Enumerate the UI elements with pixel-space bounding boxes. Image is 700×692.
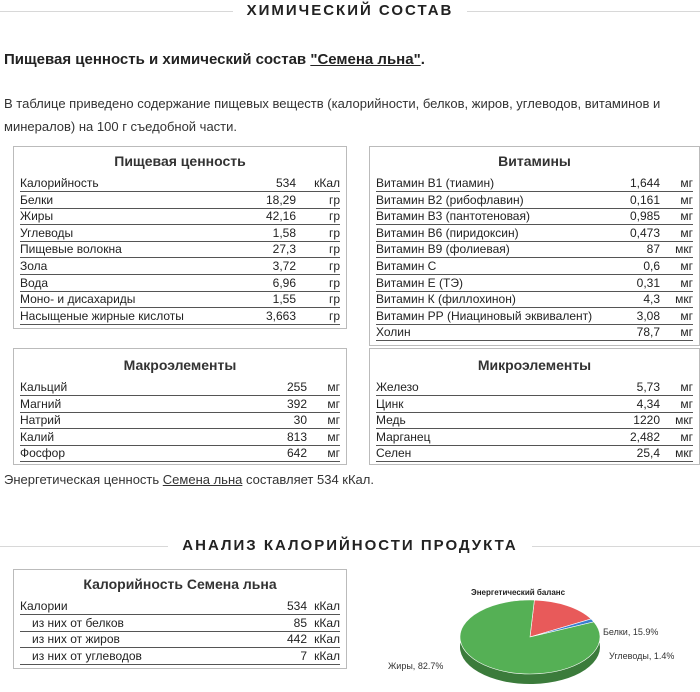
row-unit: мкг: [675, 413, 693, 428]
row-name: Углеводы: [20, 225, 74, 240]
table-row: [376, 291, 693, 308]
row-name: Витамин Е (ТЭ): [376, 275, 463, 290]
row-value: 0,6: [643, 259, 660, 273]
row-name: Медь: [376, 413, 406, 428]
table-row: [20, 598, 340, 615]
row-unit: гр: [328, 225, 340, 240]
table-row: [376, 379, 693, 396]
row-name: Зола: [20, 259, 48, 273]
row-name: Витамин В9 (фолиевая): [376, 242, 510, 257]
row-value: 25,4: [636, 446, 660, 461]
table-row: [376, 308, 693, 325]
row-unit: мг: [680, 176, 693, 190]
row-value: 3,72: [272, 259, 296, 273]
pie-label-carbs: Углеводы, 1.4%: [609, 651, 675, 661]
row-name: Пищевые волокна: [20, 242, 122, 257]
product-link[interactable]: "Семена льна": [310, 51, 421, 68]
table-row: [20, 275, 340, 292]
row-unit: мг: [680, 325, 693, 340]
row-value: 1,55: [272, 292, 296, 307]
row-unit: кКал: [314, 176, 340, 190]
row-value: 1220: [633, 413, 660, 428]
row-value: 4,3: [643, 292, 660, 307]
table-row: [20, 241, 340, 258]
table-row: [20, 175, 340, 192]
table-row: [20, 631, 340, 648]
row-unit: мг: [327, 380, 340, 394]
row-name: Витамин В1 (тиамин): [376, 176, 495, 190]
row-value: 3,663: [265, 308, 296, 323]
row-name: Вода: [20, 275, 49, 290]
table-row: [20, 192, 340, 209]
row-value: 3,08: [636, 308, 660, 323]
macro-table-title: Макроэлементы: [123, 357, 237, 373]
row-value: 18,29: [265, 192, 296, 207]
table-row: [376, 208, 693, 225]
nutrition-table: [13, 146, 347, 329]
table-row: [20, 412, 340, 429]
row-name: Фосфор: [20, 446, 66, 461]
row-unit: гр: [328, 259, 340, 273]
row-name: Белки: [20, 192, 54, 207]
row-unit: мг: [680, 396, 693, 411]
row-value: 1,58: [272, 225, 296, 240]
row-name: Калорийность: [20, 176, 99, 190]
row-value: 442: [286, 632, 307, 647]
row-value: 6,96: [272, 275, 296, 290]
row-value: 85: [293, 615, 307, 630]
row-unit: мг: [680, 209, 693, 224]
pie-label-fat: Жиры, 82.7%: [388, 661, 444, 671]
row-value: 0,161: [629, 192, 660, 207]
table-row: [376, 275, 693, 292]
row-name: из них от углеводов: [32, 648, 142, 663]
table-row: [20, 308, 340, 325]
table-row: [20, 615, 340, 632]
row-name: Насыщеные жирные кислоты: [20, 308, 184, 323]
row-name: Калий: [20, 429, 55, 444]
row-value: 534: [275, 176, 296, 190]
chart-title: Энергетический баланс: [471, 588, 566, 597]
table-row: [376, 324, 693, 341]
table-row: [20, 648, 340, 665]
row-unit: мг: [680, 192, 693, 207]
row-value: 78,7: [636, 325, 660, 340]
pie-label-protein: Белки, 15.9%: [603, 627, 659, 637]
macro-table: [13, 348, 347, 465]
row-name: Витамин В6 (пиридоксин): [376, 225, 519, 240]
table-row: [376, 396, 693, 413]
table-row: [20, 225, 340, 242]
row-unit: кКал: [314, 615, 340, 630]
product-link-energy[interactable]: Семена льна: [162, 472, 243, 487]
row-name: Селен: [376, 446, 412, 461]
row-name: Натрий: [20, 413, 61, 428]
table-row: [20, 291, 340, 308]
table-row: [20, 445, 340, 462]
row-value: 5,73: [636, 380, 660, 394]
row-unit: мг: [327, 413, 340, 428]
row-value: 813: [286, 429, 307, 444]
table-row: [376, 225, 693, 242]
row-unit: гр: [328, 209, 340, 224]
page-subheading: Пищевая ценность и химический состав "Семена льна".: [4, 51, 425, 68]
row-unit: мкг: [675, 242, 693, 257]
row-name: Калории: [20, 599, 68, 613]
row-name: Кальций: [20, 380, 68, 394]
row-value: 4,34: [636, 396, 660, 411]
energy-statement: Энергетическая ценность Семена льна составляет 534 кКал.: [4, 472, 374, 487]
row-value: 1,644: [629, 176, 660, 190]
row-unit: гр: [328, 292, 340, 307]
table-row: [376, 445, 693, 462]
row-unit: мкг: [675, 292, 693, 307]
table-row: [20, 396, 340, 413]
row-name: Жиры: [20, 209, 54, 224]
row-name: Марганец: [376, 429, 431, 444]
row-name: из них от белков: [32, 615, 124, 630]
calories-table: [13, 569, 347, 669]
micro-table: [369, 348, 700, 465]
row-name: Холин: [376, 325, 411, 340]
row-unit: мкг: [675, 446, 693, 461]
row-name: Моно- и дисахариды: [20, 292, 136, 307]
table-row: [20, 379, 340, 396]
row-unit: мг: [327, 446, 340, 461]
table-row: [376, 192, 693, 209]
row-unit: кКал: [314, 599, 340, 613]
table-row: [376, 412, 693, 429]
row-value: 87: [646, 242, 660, 257]
row-name: Витамин C: [376, 259, 437, 273]
row-value: 7: [300, 648, 307, 663]
row-value: 255: [286, 380, 307, 394]
table-row: [376, 175, 693, 192]
row-value: 392: [286, 396, 307, 411]
row-unit: гр: [328, 308, 340, 323]
row-value: 534: [286, 599, 307, 613]
row-unit: мг: [680, 308, 693, 323]
table-row: [376, 241, 693, 258]
row-name: Цинк: [376, 396, 404, 411]
nutrition-table-title: Пищевая ценность: [114, 153, 246, 169]
row-unit: гр: [328, 275, 340, 290]
row-name: Витамин К (филлохинон): [376, 292, 516, 307]
section-title-composition: ХИМИЧЕСКИЙ СОСТАВ: [0, 2, 700, 19]
row-unit: мг: [680, 275, 693, 290]
table-row: [376, 429, 693, 446]
intro-paragraph: В таблице приведено содержание пищевых веществ (калорийности, белков, жиров, углеводов, витаминов и минералов) на 100 г съедобной части.: [4, 96, 661, 134]
section-title-calorie-analysis: АНАЛИЗ КАЛОРИЙНОСТИ ПРОДУКТА: [0, 537, 700, 554]
row-value: 27,3: [272, 242, 296, 257]
row-unit: кКал: [314, 648, 340, 663]
row-unit: мг: [680, 225, 693, 240]
row-name: Магний: [20, 396, 62, 411]
row-name: Витамин РР (Ниациновый эквивалент): [376, 308, 593, 323]
row-unit: гр: [328, 192, 340, 207]
row-name: Витамин В2 (рибофлавин): [376, 192, 524, 207]
row-name: Железо: [376, 380, 419, 394]
row-unit: мг: [680, 259, 693, 273]
row-name: Витамин В3 (пантотеновая): [376, 209, 530, 224]
row-unit: мг: [327, 396, 340, 411]
row-unit: мг: [680, 380, 693, 394]
row-unit: гр: [328, 242, 340, 257]
row-value: 0,985: [629, 209, 660, 224]
table-row: [20, 258, 340, 275]
row-value: 0,31: [636, 275, 660, 290]
energy-pie-chart: [455, 592, 695, 692]
row-unit: мг: [327, 429, 340, 444]
vitamins-table: [369, 146, 700, 346]
row-value: 642: [286, 446, 307, 461]
calories-table-title: Калорийность Семена льна: [83, 576, 277, 592]
table-row: [20, 429, 340, 446]
row-unit: кКал: [314, 632, 340, 647]
micro-table-title: Микроэлементы: [477, 357, 592, 373]
row-value: 30: [293, 413, 307, 428]
table-row: [20, 208, 340, 225]
row-value: 2,482: [629, 429, 660, 444]
row-value: 42,16: [265, 209, 296, 224]
vitamins-table-title: Витамины: [498, 153, 571, 169]
table-row: [376, 258, 693, 275]
row-value: 0,473: [629, 225, 660, 240]
row-unit: мг: [680, 429, 693, 444]
row-name: из них от жиров: [32, 632, 120, 647]
